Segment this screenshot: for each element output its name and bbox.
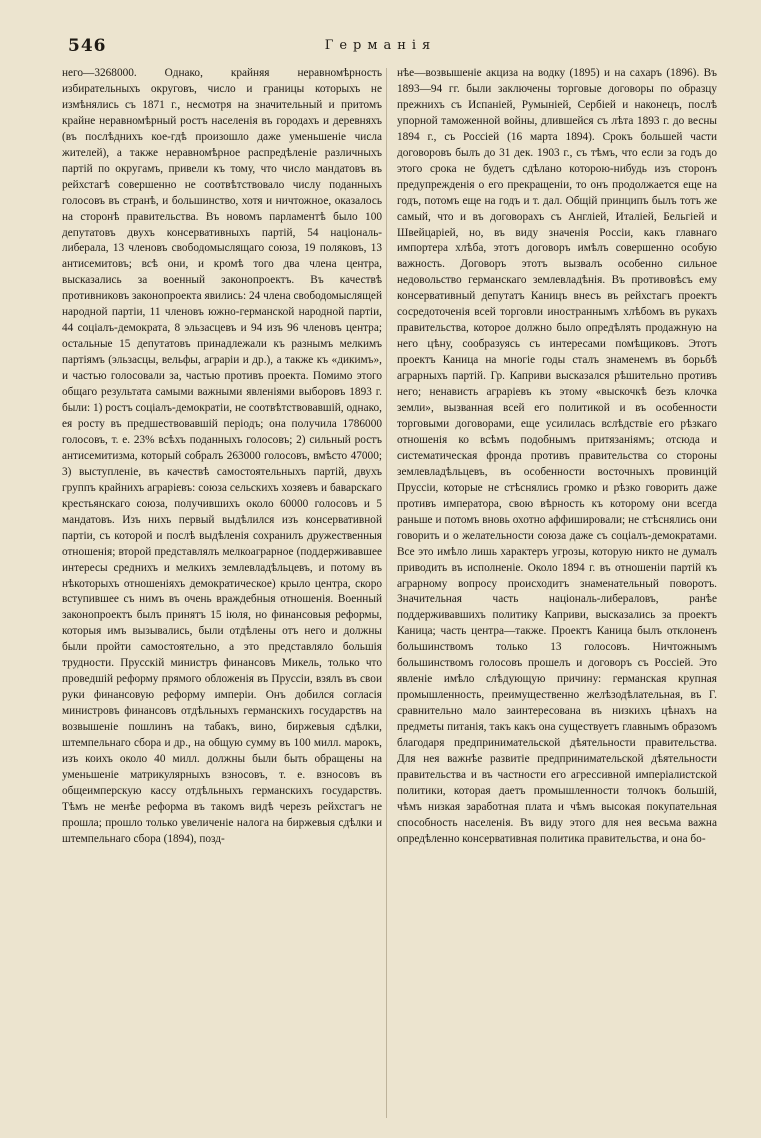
running-title: Германія	[324, 38, 437, 53]
right-column-text: нѣе—возвышеніе акциза на водку (1895) и на сахаръ (1896). Въ 1893—94 гг. были заключены торговые договоры по образцу прежнихъ съ Испаніей, Румыніей, Сербіей и наконецъ, послѣ упорной таможенной войны, длившейся съ лѣта 1893 г. до весны 1894 г., съ Россіей (16 марта 1894). Срокъ большей части договоровъ былъ до 31 дек. 1903 г., съ тѣмъ, что если за годъ до этого срока не будетъ сдѣлано которою-нибудь изъ сторонъ предупрежденія о его прекращеніи, то онъ продолжается еще на годъ, потомъ еще на годъ и т. дал. Общій принципъ былъ тотъ же самый, что и въ договорахъ съ Англіей, Италіей, Бельгіей и Швейцаріей, но, въ виду значенія Россіи, какъ главнаго импортера хлѣба, этотъ договоръ имѣлъ совершенно особую важность. Договоръ этотъ вызвалъ особенно сильное недовольство германскаго землевладѣнія. Въ противовѣсъ ему консервативный депутатъ Каницъ внесъ въ рейхстагъ проектъ сосредоточенія всей торговли иностраннымъ хлѣбомъ въ рукахъ правительства, которое должно было опредѣлять продажную на него цѣну, сообразуясь съ интересами помѣщиковъ. Этотъ проектъ Каница на многіе годы сталъ знаменемъ въ борьбѣ аграрныхъ партій. Гр. Каприви высказался рѣшительно противъ него; ненависть аграріевъ къ этому «выскочкѣ безъ клочка земли», вызванная всей его политикой и въ особенности торговыми договорами, еще усилилась вслѣдствіе его рѣзкаго отношенія ко всѣмъ подобнымъ притязаніямъ; отсюда и систематическая фронда противъ правительства со стороны землевладѣльцевъ, въ особенности восточныхъ провинцій Пруссіи, которые не стѣснялись громко и рѣзко говорить даже противъ императора, свою вѣрность къ которому они всегда раньше и потомъ вновь охотно аффишировали; не стѣснялись они говорить и о желательности союза даже съ соціалъ-демократами. Все это имѣло лишь характеръ угрозы, которую никто не думалъ приводить въ исполненіе. Около 1894 г. въ отношеніи партій къ аграрному вопросу происходитъ знаменательный поворотъ. Значительная часть національ-либераловъ, ранѣе поддерживавшихъ политику Каприви, высказались за проектъ Каница; часть центра—также. Проектъ Каница былъ отклоненъ большинствомъ только 13 голосовъ. Ничтожнымъ большинствомъ голосовъ прошелъ и договоръ съ Россіей. Это явленіе имѣло слѣдующую причину: германская крупная промышленность, преимущественно желѣзодѣлательная, въ Г. сравнительно мало заинтересована въ низкихъ цѣнахъ на предметы питанія, такъ какъ она существуетъ главнымъ образомъ благодаря предпринимательской дѣятельности правительства. Для нея важнѣе развитіе предпринимательской дѣятельности правительства и въ частности его агрессивной имперіалистской политики, которая даетъ промышленности толчокъ большій, чѣмъ низкая заработная плата и чѣмъ высокая покупательная способность населенія. Въ виду этого для нея весьма важна опредѣленно консервативная политика правительства, и она бо-	[397, 67, 717, 845]
page-header	[40, 28, 721, 58]
column-divider	[386, 68, 387, 1118]
right-column	[397, 66, 717, 848]
page-number: 546	[68, 36, 107, 56]
left-column-text: него—3268000. Однако, крайняя неравномѣрность избирательныхъ округовъ, число и границы которыхъ не измѣнялись съ 1871 г., несмотря на значительный и притомъ крайне неравномѣрный ростъ населенія въ городахъ и деревняхъ (въ послѣднихъ кое-гдѣ произошло даже уменьшеніе числа жителей), а также неравномѣрное распредѣленіе различныхъ партій по округамъ, привели къ тому, что число мандатовъ въ рейхстагѣ совершенно не соотвѣтствовало числу поданныхъ голосовъ въ странѣ, и большинство, хотя и ничтожное, оказалось на сторонѣ правительства. Въ новомъ парламентѣ было 100 депутатовъ двухъ консервативныхъ партій, 54 національ-либерала, 13 членовъ свободомыслящаго союза, 19 поляковъ, 13 антисемитовъ; всѣ они, и кромѣ того два члена центра, высказались за военный законопроектъ. Въ качествѣ противниковъ законопроекта явились: 24 члена свободомыслящей народной партіи, 11 членовъ южно-германской народной партіи, 44 соціалъ-демократа, 8 эльзасцевъ и 94 изъ 96 членовъ центра; остальные 15 депутатовъ принадлежали къ разнымъ мелкимъ партіямъ (эльзасцы, вельфы, аграріи и др.), а также къ «дикимъ», и частью голосовали за, частью противъ проекта. Помимо этого общаго результата самыми важными явленіями выборовъ 1893 г. были: 1) ростъ соціалъ-демократіи, не соотвѣтствовавшій, однако, ея росту въ предшествовавшій періодъ; она получила 1786000 голосовъ, т. е. 23% всѣхъ поданныхъ голосовъ; 2) сильный ростъ антисемитизма, который собралъ 263000 голосовъ, вмѣсто 47000; 3) выступленіе, въ качествѣ самостоятельныхъ партій, двухъ группъ крайнихъ аграріевъ: союза сельскихъ хозяевъ и баварскаго крестьянскаго союза, получившихъ около 60000 голосовъ и 5 мандатовъ. Изъ нихъ первый выдѣлился изъ консервативной партіи, съ которой и послѣ выдѣленія сохранилъ дружественныя отношенія; второй представлялъ мелкоаграрное (поддерживавшее интересы среднихъ и мелкихъ землевладѣльцевъ, и потому въ нѣкоторыхъ отношеніяхъ демократическое) крыло центра, скоро вступившее съ нимъ въ очень враждебныя отношенія. Военный законопроектъ былъ принятъ 15 іюля, но финансовыя реформы, которыя имъ вызывались, были отдѣлены отъ него и должны были пройти самостоятельно, а это представляло большія трудности. Прусскій министръ финансовъ Микель, только что проведшій реформу прямого обложенія въ Пруссіи, взялъ въ свои руки финансовую реформу имперіи. Онъ добился согласія министровъ финансовъ отдѣльныхъ германскихъ государствъ на возвышеніе пошлинъ на табакъ, вино, биржевыя сдѣлки, штемпельнаго сбора и др., на общую сумму въ 100 милл. марокъ, изъ коихъ около 40 милл. должны были быть обращены на уменьшеніе матрикулярныхъ взносовъ, т. е. взносовъ въ общеимперскую кассу отдѣльныхъ германскихъ государствъ. Тѣмъ не менѣе реформа въ такомъ видѣ черезъ рейхстагъ не прошла; прошло только увеличеніе налога на биржевыя сдѣлки и штемпельнаго сбора (1894), позд-	[62, 67, 382, 845]
left-column	[62, 66, 382, 848]
